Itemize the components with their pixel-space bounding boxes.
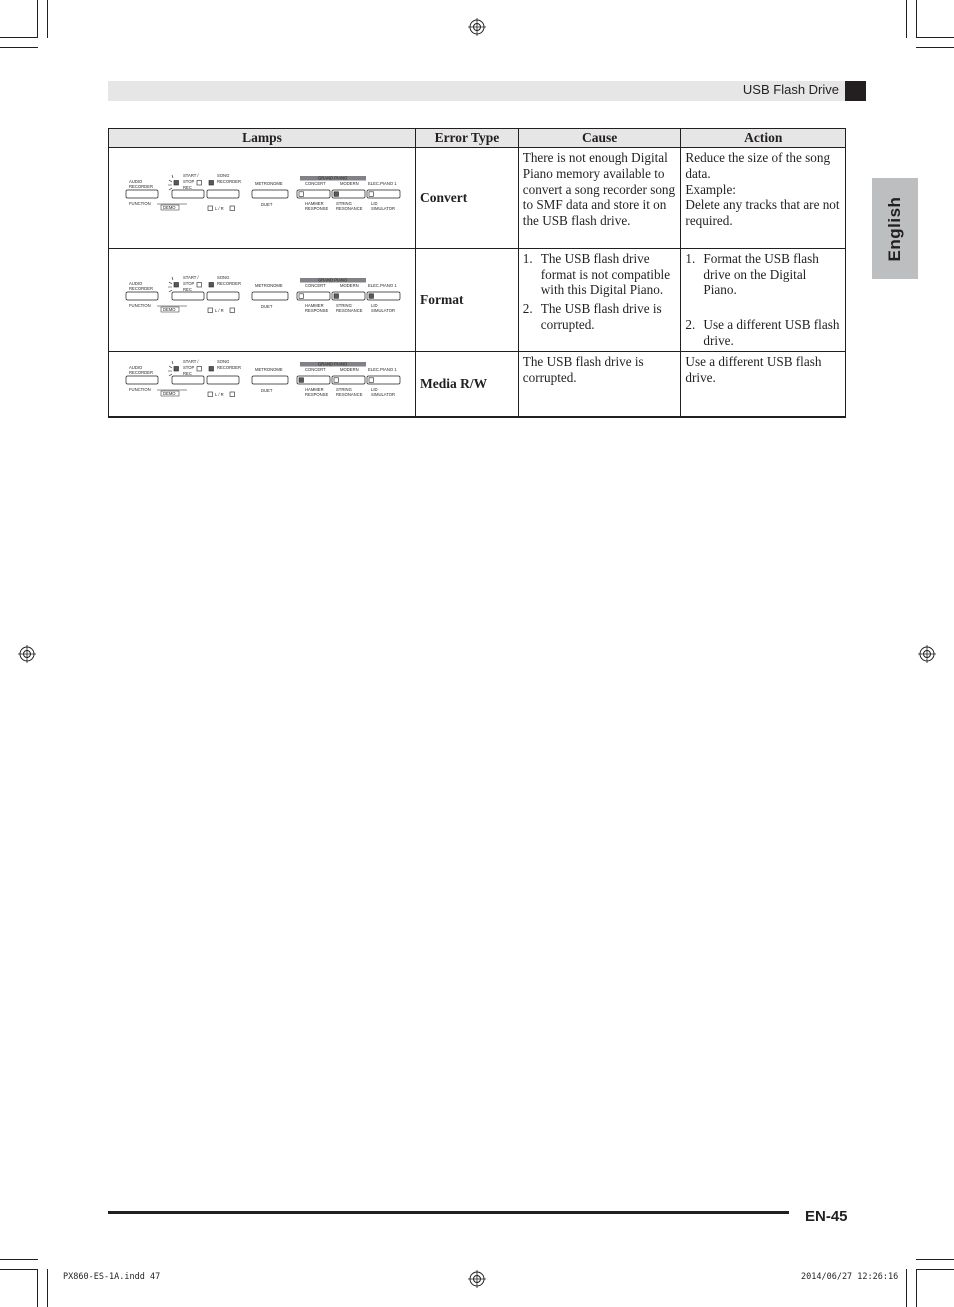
panel-label: DEMO — [163, 306, 176, 312]
panel-label: RESONANCE — [336, 206, 363, 211]
list-item: 1. The USB flash drive format is not compatible with this Digital Piano. — [522, 250, 671, 298]
panel-label: STOP — [183, 179, 195, 184]
crop-mark — [906, 0, 907, 38]
action-cell — [681, 248, 846, 351]
panel-label: ELEC.PIANO 1 — [368, 366, 397, 372]
action-list — [685, 251, 841, 349]
crop-mark — [916, 37, 954, 38]
panel-label: METRONOME — [255, 181, 283, 186]
table-header-row — [109, 129, 846, 148]
panel-button — [252, 190, 288, 198]
panel-label: METRONOME — [255, 282, 283, 288]
crop-mark — [47, 1269, 48, 1307]
list-item: 2. Use a different USB flash drive. — [685, 317, 840, 348]
panel-label: DUET — [261, 202, 273, 207]
action-cell — [681, 148, 846, 249]
lamp-indicator — [209, 282, 214, 287]
panel-lamp-diagram — [109, 250, 415, 346]
panel-label: GRAND PIANO — [318, 361, 348, 367]
panel-label: STOP — [183, 280, 195, 286]
lamp-indicator — [174, 181, 179, 186]
language-tab — [872, 178, 918, 279]
panel-label: RECORDER — [129, 369, 153, 375]
list-item: 1. Format the USB flash drive on the Digital Piano. — [685, 250, 819, 298]
lamp-indicator — [174, 366, 179, 371]
panel-label: LID — [371, 302, 378, 308]
panel-label: DEMO — [163, 205, 176, 210]
lamp-indicator — [230, 206, 235, 211]
panel-label: GRAND PIANO — [318, 277, 348, 283]
lamp-indicator — [197, 366, 202, 371]
panel-label: STRING — [336, 302, 352, 308]
column-header-cause: Cause — [518, 129, 681, 148]
table-row — [109, 351, 846, 416]
action-text: Reduce the size of the song data. — [685, 150, 831, 181]
panel-label: ELEC.PIANO 1 — [368, 181, 397, 186]
panel-button — [126, 376, 158, 384]
panel-label: L / R — [215, 206, 224, 211]
panel-label: SONG — [217, 358, 230, 364]
panel-button — [172, 190, 204, 198]
flash-icon — [168, 361, 173, 376]
section-header-bar — [108, 81, 845, 101]
panel-label: REC — [183, 185, 192, 190]
panel-label: CONCERT — [305, 366, 326, 372]
language-tab-label: English — [885, 196, 904, 261]
crop-mark — [906, 1269, 907, 1307]
panel-label: HAMMER — [305, 302, 324, 308]
panel-label: AUDIO — [129, 179, 143, 184]
section-title: USB Flash Drive — [742, 82, 839, 97]
crop-mark — [916, 1269, 917, 1307]
panel-button — [207, 190, 239, 198]
panel-label: HAMMER — [305, 386, 324, 392]
panel-button — [207, 292, 239, 300]
panel-label: RECORDER — [217, 179, 241, 184]
panel-label: L / R — [215, 391, 224, 397]
cause-cell — [518, 148, 681, 249]
panel-label: SONG — [217, 173, 230, 178]
panel-label: STRING — [336, 201, 352, 206]
crop-mark — [916, 1259, 954, 1260]
crop-mark — [37, 0, 38, 38]
panel-label: STRING — [336, 386, 352, 392]
panel-label: RECORDER — [129, 285, 153, 291]
lamp-indicator — [230, 308, 235, 313]
panel-label: START / — [183, 274, 199, 280]
panel-label: RESONANCE — [336, 307, 363, 313]
slug-timestamp: 2014/06/27 12:26:16 — [801, 1272, 899, 1282]
error-type: Media R/W — [416, 351, 519, 416]
panel-label: AUDIO — [129, 280, 143, 286]
panel-label: RECORDER — [129, 184, 153, 189]
panel-label: ELEC.PIANO 1 — [368, 282, 397, 288]
panel-button — [126, 190, 158, 198]
lamp-indicator — [174, 282, 179, 287]
lamp-indicator — [369, 294, 374, 299]
registration-mark-icon — [468, 18, 486, 36]
panel-label: START / — [183, 358, 199, 364]
crop-mark — [0, 47, 38, 48]
lamp-indicator — [369, 192, 374, 197]
panel-label: CONCERT — [305, 282, 326, 288]
panel-label: SIMULATOR — [371, 391, 396, 397]
panel-lamp-diagram — [109, 352, 415, 412]
crop-mark — [47, 0, 48, 38]
lamp-indicator — [208, 308, 213, 313]
lamp-indicator — [209, 181, 214, 186]
panel-button — [252, 292, 288, 300]
lamp-indicator — [334, 294, 339, 299]
crop-mark — [916, 0, 917, 38]
cause-text: There is not enough Digital Piano memory available to convert a song recorder song to SMF data and store it on the USB flash drive. — [522, 150, 676, 229]
crop-mark — [0, 1269, 38, 1270]
panel-label: MODERN — [340, 366, 359, 372]
flash-icon — [168, 175, 173, 190]
panel-label: LID — [371, 386, 378, 392]
action-cell — [681, 351, 846, 416]
table-row — [109, 148, 846, 249]
footer-rule — [108, 1211, 789, 1214]
error-type: Format — [416, 248, 519, 351]
crop-mark — [0, 1259, 38, 1260]
panel-label: DEMO — [163, 390, 176, 396]
panel-label: STOP — [183, 364, 195, 370]
lamp-indicator — [208, 392, 213, 397]
panel-label: LID — [371, 201, 378, 206]
panel-label: GRAND PIANO — [318, 175, 348, 181]
crop-mark — [916, 1269, 954, 1270]
table-row — [109, 248, 846, 351]
column-header-error-type: Error Type — [416, 129, 519, 148]
lamp-indicator — [299, 294, 304, 299]
panel-label: REC — [183, 370, 192, 376]
lamp-indicator — [230, 392, 235, 397]
lamp-indicator — [369, 378, 374, 383]
panel-label: SONG — [217, 274, 230, 280]
panel-label: RESPONSE — [305, 206, 329, 211]
panel-lamp-diagram — [109, 148, 415, 244]
panel-label: RECORDER — [217, 280, 241, 286]
panel-label: CONCERT — [305, 181, 326, 186]
slug-file: PX860-ES-1A.indd 47 — [63, 1272, 161, 1282]
lamp-diagram-cell — [109, 248, 416, 351]
panel-label: RESPONSE — [305, 391, 329, 397]
panel-label: MODERN — [340, 181, 359, 186]
action-text: Use a different USB flash drive. — [685, 353, 822, 385]
lamp-diagram-cell — [109, 351, 416, 416]
lamp-indicator — [334, 378, 339, 383]
panel-label: START / — [183, 173, 199, 178]
panel-button — [172, 376, 204, 384]
panel-label: DUET — [261, 387, 273, 393]
panel-label: REC — [183, 286, 192, 292]
panel-label: FUNCTION — [129, 201, 151, 206]
panel-label: HAMMER — [305, 201, 324, 206]
cause-cell — [518, 351, 681, 416]
panel-label: FUNCTION — [129, 302, 151, 308]
error-type: Convert — [416, 148, 519, 249]
panel-label: DUET — [261, 303, 273, 309]
crop-mark — [0, 37, 38, 38]
panel-button — [207, 376, 239, 384]
panel-button — [172, 292, 204, 300]
panel-label: RESONANCE — [336, 391, 363, 397]
panel-label: L / R — [215, 307, 224, 313]
list-item: 2. The USB flash drive is corrupted. — [522, 301, 662, 332]
error-table — [108, 128, 846, 418]
registration-mark-icon — [918, 645, 936, 663]
panel-label: SIMULATOR — [371, 206, 396, 211]
registration-mark-icon — [468, 1270, 486, 1288]
lamp-diagram-cell — [109, 148, 416, 249]
lamp-indicator — [299, 192, 304, 197]
registration-mark-icon — [18, 645, 36, 663]
cause-list — [523, 251, 677, 333]
lamp-indicator — [334, 192, 339, 197]
lamp-indicator — [299, 378, 304, 383]
panel-button — [252, 376, 288, 384]
column-header-lamps: Lamps — [109, 129, 416, 148]
flash-icon — [168, 277, 173, 292]
panel-label: MODERN — [340, 282, 359, 288]
crop-mark — [916, 47, 954, 48]
action-text: Example: — [685, 181, 736, 197]
action-text: Delete any tracks that are not required. — [685, 197, 840, 229]
column-header-action: Action — [681, 129, 846, 148]
panel-label: AUDIO — [129, 364, 143, 370]
lamp-indicator — [209, 366, 214, 371]
panel-label: SIMULATOR — [371, 307, 396, 313]
panel-label: RESPONSE — [305, 307, 329, 313]
panel-label: METRONOME — [255, 366, 283, 372]
page-number: EN-45 — [805, 1208, 848, 1225]
cause-text: The USB flash drive is corrupted. — [522, 353, 644, 385]
header-marker — [845, 81, 866, 101]
crop-mark — [37, 1269, 38, 1307]
panel-label: FUNCTION — [129, 386, 151, 392]
lamp-indicator — [197, 181, 202, 186]
lamp-indicator — [208, 206, 213, 211]
lamp-indicator — [197, 282, 202, 287]
cause-cell — [518, 248, 681, 351]
panel-button — [126, 292, 158, 300]
panel-label: RECORDER — [217, 364, 241, 370]
